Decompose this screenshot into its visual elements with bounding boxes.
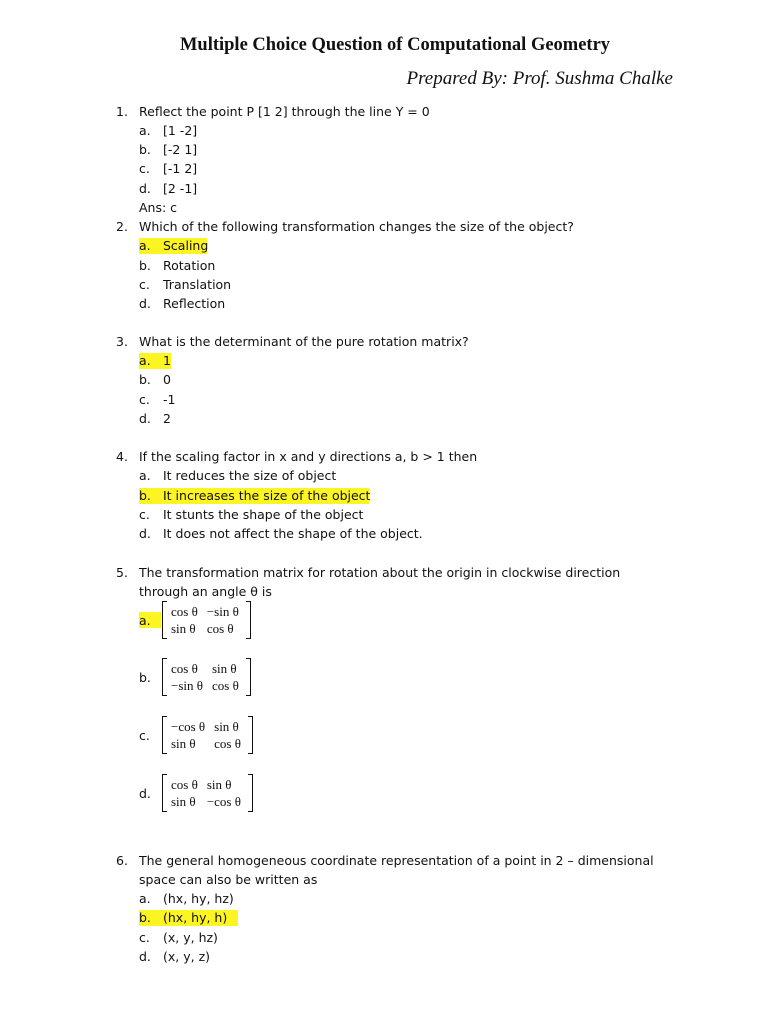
question-text: The general homogeneous coordinate representation of a point in 2 – dimensional (139, 853, 654, 868)
option-label: b. (139, 258, 151, 273)
question-number: 1. (116, 104, 128, 119)
option-text: -1 (163, 392, 176, 407)
option-label: d. (139, 181, 151, 196)
option-text: (x, y, hz) (163, 930, 218, 945)
question-text: Reflect the point P [1 2] through the line Y = 0 (139, 104, 430, 119)
question-text: What is the determinant of the pure rotation matrix? (139, 334, 469, 349)
option-text: [1 -2] (163, 123, 198, 138)
option-label: b. (139, 670, 151, 685)
option-text: [-2 1] (163, 142, 198, 157)
option-text: Scaling (163, 238, 209, 253)
question-text: The transformation matrix for rotation about the origin in clockwise direction (139, 565, 621, 580)
matrix-cell: sin θ (171, 794, 196, 809)
question-number: 4. (116, 449, 128, 464)
matrix-cell: sin θ (211, 661, 237, 676)
matrix-cell: sin θ (171, 736, 196, 751)
option-label: d. (139, 411, 151, 426)
matrix-cell: cos θ (211, 678, 239, 693)
matrix-cell: cos θ (171, 777, 198, 792)
option-text: [-1 2] (163, 161, 198, 176)
option-label: a. (139, 613, 151, 628)
option-text: It reduces the size of object (163, 468, 337, 483)
question-number: 2. (116, 219, 128, 234)
matrix-cell: sin θ (214, 719, 239, 734)
option-text: Translation (163, 277, 232, 292)
question-number: 3. (116, 334, 128, 349)
option-label: c. (139, 392, 150, 407)
option-label: a. (139, 353, 151, 368)
option-label: d. (139, 786, 151, 801)
option-label: c. (139, 507, 150, 522)
matrix-cell: cos θ (214, 736, 241, 751)
option-text: It increases the size of the object (163, 488, 371, 503)
option-label: c. (139, 728, 150, 743)
question-number: 5. (116, 565, 128, 580)
option-text: (x, y, z) (163, 949, 211, 964)
option-label: d. (139, 949, 151, 964)
option-label: a. (139, 468, 151, 483)
matrix-cell: cos θ (171, 661, 198, 676)
option-text: (hx, hy, h) (163, 910, 228, 925)
option-label: d. (139, 526, 151, 541)
option-text: It stunts the shape of the object (163, 507, 364, 522)
author-byline: Prepared By: Prof. Sushma Chalke (406, 68, 673, 89)
option-text: 0 (163, 372, 171, 387)
matrix-cell: cos θ (171, 604, 198, 619)
matrix-option-a (162, 601, 251, 643)
option-text: [2 -1] (163, 181, 198, 196)
option-label: b. (139, 372, 151, 387)
option-label: b. (139, 488, 151, 503)
option-label: b. (139, 910, 151, 925)
question-text-cont: space can also be written as (139, 872, 318, 887)
answer-text: Ans: c (139, 200, 178, 215)
option-label: a. (139, 123, 151, 138)
matrix-cell: −sin θ (171, 678, 203, 693)
option-text: (hx, hy, hz) (163, 891, 234, 906)
option-text: 1 (163, 353, 171, 368)
option-label: c. (139, 930, 150, 945)
option-label: c. (139, 161, 150, 176)
matrix-cell: sin θ (206, 777, 232, 792)
question-number: 6. (116, 853, 128, 868)
option-label: b. (139, 142, 151, 157)
page-title: Multiple Choice Question of Computational Geometry (179, 35, 611, 55)
option-text: 2 (163, 411, 171, 426)
option-text: It does not affect the shape of the object. (163, 526, 423, 541)
matrix-option-b (162, 658, 251, 700)
matrix-option-c (162, 716, 253, 758)
matrix-cell: −cos θ (171, 719, 206, 734)
question-text-cont: through an angle θ is (139, 584, 272, 599)
question-text: Which of the following transformation changes the size of the object? (139, 219, 574, 234)
matrix-cell: cos θ (206, 621, 234, 636)
option-label: d. (139, 296, 151, 311)
matrix-cell: sin θ (171, 621, 196, 636)
option-label: a. (139, 891, 151, 906)
matrix-option-d (162, 774, 253, 816)
option-text: Reflection (163, 296, 226, 311)
matrix-cell: −sin θ (206, 604, 239, 619)
option-label: a. (139, 238, 151, 253)
option-text: Rotation (163, 258, 216, 273)
option-label: c. (139, 277, 150, 292)
question-text: If the scaling factor in x and y directions a, b > 1 then (139, 449, 478, 464)
matrix-cell: −cos θ (206, 794, 241, 809)
